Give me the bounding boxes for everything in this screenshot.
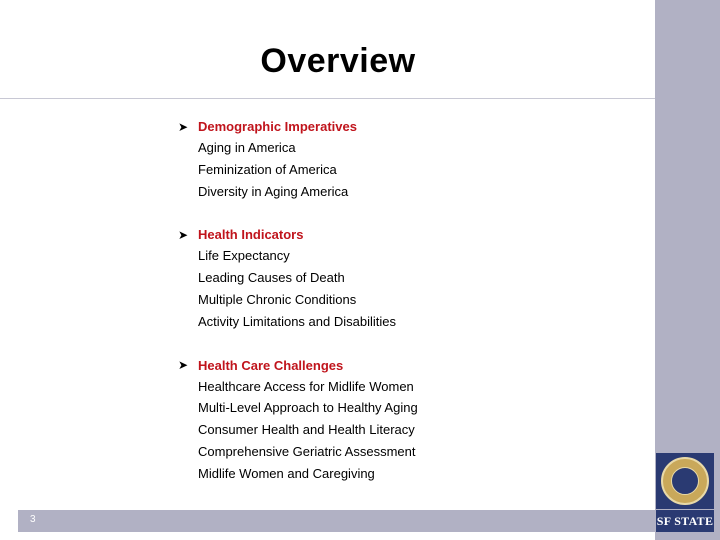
list-item: Life Expectancy: [198, 248, 290, 264]
list-item: Comprehensive Geriatric Assessment: [198, 443, 416, 459]
footer-bar: [18, 510, 655, 532]
section-heading: Demographic Imperatives: [198, 119, 357, 134]
arrow-bullet-icon: ➤: [178, 227, 189, 242]
list-item: Healthcare Access for Midlife Women: [198, 378, 414, 394]
arrow-bullet-icon: ➤: [178, 358, 189, 373]
section-demographic: [178, 116, 648, 202]
list-item: Aging in America: [198, 140, 296, 155]
section-heading: Health Care Challenges: [198, 357, 344, 373]
list-item: Leading Causes of Death: [198, 270, 345, 286]
list-item: Activity Limitations and Disabilities: [198, 313, 396, 329]
list-item: Multi-Level Approach to Healthy Aging: [198, 400, 418, 416]
university-logo: SF STATE: [656, 510, 714, 532]
slide-title: Overview: [260, 42, 416, 80]
university-seal-icon: [656, 453, 714, 509]
list-item: Midlife Women and Caregiving: [198, 465, 375, 481]
title-divider: [0, 98, 655, 99]
list-item: Diversity in Aging America: [198, 183, 349, 199]
list-item: Feminization of America: [198, 161, 337, 177]
section-health-care-challenges: [178, 355, 648, 485]
page-number: 3: [30, 514, 36, 525]
section-heading: Health Indicators: [198, 227, 304, 243]
section-health-indicators: [178, 224, 648, 332]
slide-content: [178, 116, 648, 507]
list-item: Multiple Chronic Conditions: [198, 291, 357, 307]
arrow-bullet-icon: ➤: [178, 119, 189, 134]
list-item: Consumer Health and Health Literacy: [198, 422, 415, 438]
